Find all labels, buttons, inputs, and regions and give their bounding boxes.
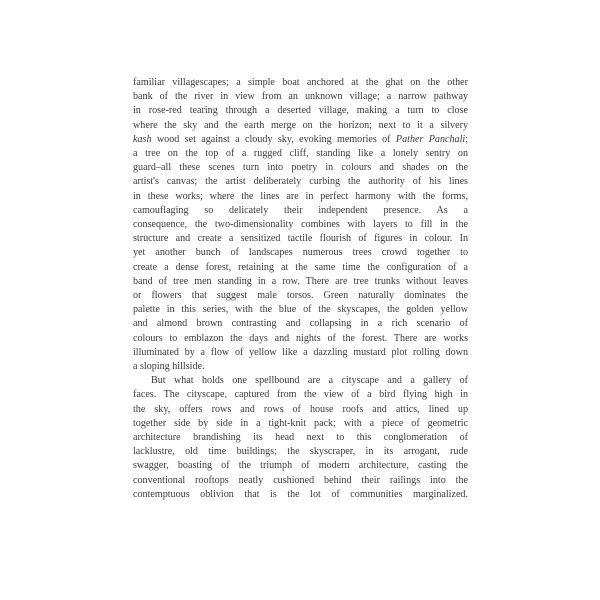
text-line (133, 161, 468, 175)
text-segment: contemptuous oblivion that is the lot of communities marginalized. (133, 488, 468, 500)
text-line (133, 147, 468, 161)
text-segment: artist's canvas; the artist deliberately curbing the authority of his lines (133, 176, 468, 188)
text-segment: yet another bunch of landscapes numerous trees crowd together to (133, 247, 468, 259)
text-segment: faces. The cityscape, captured from the view of a bird flying high in (133, 389, 468, 401)
italic-text: Pather Panchali (395, 133, 466, 145)
text-segment: in rose-red tearing through a deserted village, making a turn to close (133, 105, 468, 117)
text-line (133, 90, 468, 104)
text-line (133, 119, 468, 133)
text-segment: swagger, boasting of the triumph of modern architecture, casting the (133, 460, 468, 472)
text-line (133, 261, 468, 275)
text-line (133, 417, 468, 431)
text-segment: guard–all these scenes turn into poetry in colours and shades on the (133, 162, 468, 174)
text-line (133, 360, 468, 374)
text-segment: familiar villagescapes; a simple boat anchored at the ghat on the other (133, 77, 468, 88)
text-line (133, 133, 468, 147)
text-line (133, 403, 468, 417)
text-line (133, 459, 468, 473)
text-line (133, 317, 468, 331)
text-line (133, 488, 468, 502)
text-segment: wood set against a cloudy sky, evoking memories of (151, 133, 396, 145)
text-line (133, 246, 468, 260)
text-segment: ; (465, 133, 469, 145)
text-line (133, 374, 468, 388)
text-line (133, 218, 468, 232)
text-segment: band of tree men standing in a row. There are tree trunks without leaves (133, 275, 468, 287)
text-line (133, 275, 468, 289)
body-text (133, 76, 468, 502)
paragraph (133, 76, 468, 374)
text-segment: and almond brown contrasting and collapsing in a rich scenario of (133, 318, 468, 330)
italic-text: kash (133, 133, 152, 145)
text-segment: or flowers that suggest male torsos. Green naturally dominates the (133, 290, 468, 302)
text-segment: architecture brandishing its head next to this conglomeration of (133, 432, 468, 444)
text-line (133, 175, 468, 189)
text-segment: in these works; where the lines are in perfect harmony with the forms, (133, 190, 468, 202)
text-segment: a tree on the top of a rugged cliff, standing like a lonely sentry on (133, 148, 468, 160)
text-segment: together side by side in a tight-knit pack; with a piece of geometric (133, 417, 468, 429)
text-line (133, 204, 468, 218)
text-line (133, 190, 468, 204)
text-segment: where the sky and the earth merge on the horizon; next to it a silvery (133, 119, 468, 131)
text-line (133, 303, 468, 317)
text-line (133, 104, 468, 118)
text-segment: palette in this series, with the blue of the skyscapes, the golden yellow (133, 304, 468, 316)
text-line (133, 76, 468, 90)
text-segment: the sky, offers rows and rows of house roofs and attics, lined up (133, 403, 468, 415)
text-line (133, 388, 468, 402)
text-segment: colours to emblazon the days and nights of the forest. There are works (133, 332, 468, 344)
text-segment: conventional rooftops neatly cushioned behind their railings into the (133, 474, 468, 486)
text-segment: But what holds one spellbound are a cityscape and a gallery of (151, 375, 468, 387)
text-segment: lacklustre, old time buildings; the skyscraper, in its arrogant, rude (133, 446, 468, 458)
text-line (133, 431, 468, 445)
paragraph (133, 374, 468, 502)
text-segment: create a dense forest, retaining at the same time the configuration of a (133, 261, 468, 273)
text-segment: bank of the river in view from an unknown village; a narrow pathway (133, 91, 468, 103)
text-line (133, 445, 468, 459)
text-line (133, 332, 468, 346)
text-line (133, 474, 468, 488)
text-line (133, 289, 468, 303)
text-segment: camouflaging so delicately their independent presence. As a (133, 204, 468, 216)
text-segment: consequence, the two-dimensionality combines with layers to fill in the (133, 219, 468, 231)
text-segment: structure and create a sensitized tactile flourish of figures in colour. In (133, 233, 468, 245)
text-segment: a sloping hillside. (133, 361, 205, 373)
text-line (133, 346, 468, 360)
text-line (133, 232, 468, 246)
text-segment: illuminated by a flow of yellow like a dazzling mustard plot rolling down (133, 346, 468, 358)
